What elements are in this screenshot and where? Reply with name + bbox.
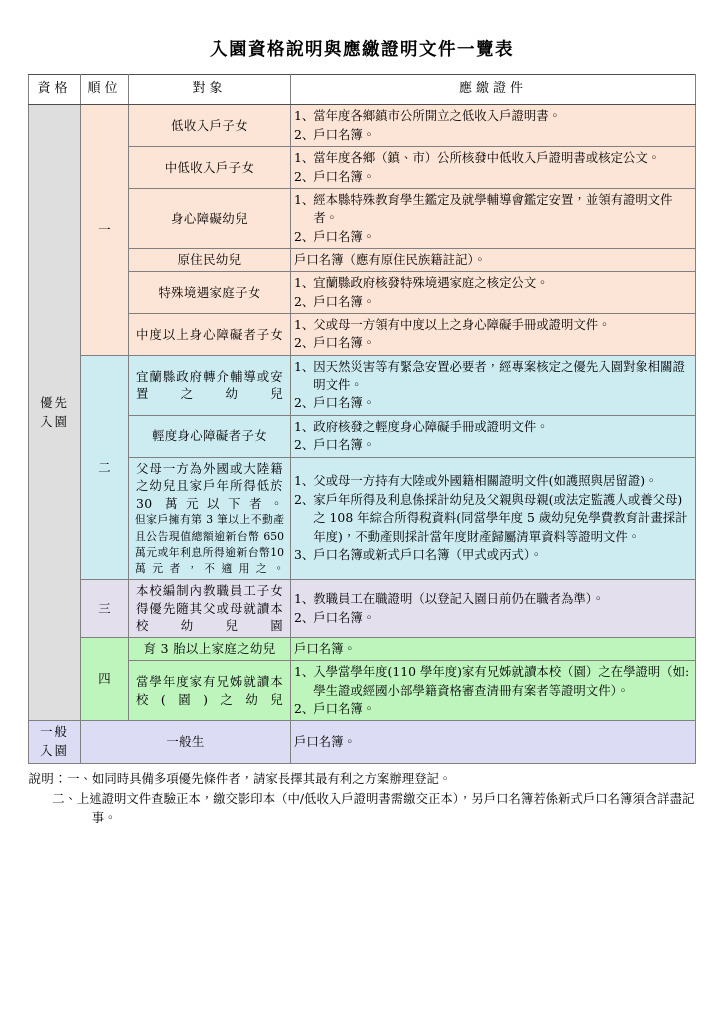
- order-three: 三: [81, 580, 129, 638]
- note-item: [29, 789, 696, 827]
- note-text: 如同時具備多項優先條件者，請家長擇其最有利之方案辦理登記。: [91, 770, 452, 786]
- documents-cell: [291, 188, 696, 248]
- document-line: 1、 宜蘭縣政府核發特殊境遇家庭之核定公文。: [294, 275, 549, 291]
- target-main-text: 父母一方為外國或大陸籍之幼兒且家戶年所得低於 30 萬元以下者。: [136, 460, 283, 511]
- order-four: 四: [81, 637, 129, 720]
- qualification-general: [29, 721, 81, 763]
- target-cell: 本校編制內教職員工子女得優先隨其父或母就讀本校幼兒園: [129, 580, 291, 638]
- table-row: [29, 637, 696, 660]
- table-header-row: [29, 75, 696, 105]
- header-target: 對象: [129, 75, 291, 105]
- table-row: [29, 721, 696, 763]
- documents-cell: [291, 147, 696, 189]
- target-cell: 中低收入戶子女: [129, 147, 291, 189]
- document-line: 2、 家戶年所得及利息係採計幼兒及父親與母親(或法定監護人或養父母)之 108 年綜合所得稅資料(同當學年度 5 歲幼兒免學費教育計畫採計年度)，不動產則採計當年度財產歸屬清單資料等證明文件。: [294, 491, 688, 544]
- document-line: 2、 戶口名簿。: [294, 395, 376, 411]
- document-line: 2、 戶口名簿。: [294, 701, 376, 717]
- target-cell: 中度以上身心障礙者子女: [129, 314, 291, 356]
- target-cell: 身心障礙幼兒: [129, 188, 291, 248]
- documents-cell: [291, 637, 696, 660]
- document-line: 1、 教職員工在職證明（以登記入園日前仍在職者為準）。: [294, 591, 605, 607]
- eligibility-table: [28, 74, 696, 764]
- table-row: [29, 272, 696, 314]
- target-note-text: 但家戶擁有第 3 筆以上不動產且公告現值總額逾新台幣 650 萬元或年利息所得逾新台幣10 萬元者，不適用之。: [135, 513, 284, 575]
- table-row: [29, 188, 696, 248]
- qualification-general-line1: 一般: [40, 724, 69, 740]
- note-number: 一、: [67, 770, 92, 786]
- notes-label: 說明：: [28, 770, 68, 786]
- target-cell: 宜蘭縣政府轉介輔導或安置之幼兒: [129, 355, 291, 415]
- target-cell: 當學年度家有兄姊就讀本校(園)之幼兒: [129, 661, 291, 721]
- documents-cell: [291, 457, 696, 580]
- page-title: 入園資格說明與應繳證明文件一覽表: [210, 40, 514, 60]
- target-cell: 低收入戶子女: [129, 105, 291, 147]
- document-line: 戶口名簿。: [294, 733, 356, 749]
- documents-cell: [291, 721, 696, 763]
- documents-cell: [291, 415, 696, 457]
- documents-cell: [291, 105, 696, 147]
- document-line: 2、 戶口名簿。: [294, 228, 376, 244]
- document-line: 3、 戶口名簿或新式戶口名簿（甲式或丙式）。: [294, 546, 543, 562]
- target-cell: 原住民幼兒: [129, 248, 291, 271]
- document-line: 2、 戶口名簿。: [294, 437, 376, 453]
- document-line: 2、 戶口名簿。: [294, 609, 376, 625]
- qualification-general-line2: 入園: [40, 743, 69, 759]
- document-line: 1、 當年度各鄉（鎮、市）公所核發中低收入戶證明書或核定公文。: [294, 150, 661, 166]
- target-cell: 特殊境遇家庭子女: [129, 272, 291, 314]
- table-row: [29, 147, 696, 189]
- footer-notes: [29, 769, 696, 828]
- table-row: [29, 314, 696, 356]
- document-line: 1、 父或母一方持有大陸或外國籍相關證明文件(如護照與居留證)。: [294, 473, 658, 489]
- table-row: [29, 415, 696, 457]
- document-line: 1、 政府核發之輕度身心障礙手冊或證明文件。: [294, 418, 549, 434]
- document-line: 1、 當年度各鄉鎮市公所開立之低收入戶證明書。: [294, 108, 562, 124]
- documents-cell: [291, 661, 696, 721]
- document-line: 2、 戶口名簿。: [294, 335, 376, 351]
- document-line: 2、 戶口名簿。: [294, 168, 376, 184]
- table-row: [29, 355, 696, 415]
- documents-cell: [291, 272, 696, 314]
- document-line: 1、 入學當學年度(110 學年度)家有兄姊就讀本校（園）之在學證明（如:學生證或經國小部學籍資格審查清冊有案者等證明文件）。: [294, 664, 690, 698]
- documents-cell: [291, 355, 696, 415]
- table-row: [29, 105, 696, 147]
- note-item: [29, 769, 696, 788]
- header-qualification: 資格: [29, 75, 81, 105]
- table-row: [29, 580, 696, 638]
- document-line: 1、 父或母一方領有中度以上之身心障礙手冊或證明文件。: [294, 317, 611, 333]
- document-line: 2、 戶口名簿。: [294, 126, 376, 142]
- table-row: [29, 457, 696, 580]
- table-row: [29, 248, 696, 271]
- documents-cell: [291, 580, 696, 638]
- order-two: 二: [81, 355, 129, 579]
- header-documents: 應繳證件: [291, 75, 696, 105]
- document-line: 戶口名簿（應有原住民族籍註記）。: [294, 251, 487, 267]
- target-cell: 輕度身心障礙者子女: [129, 415, 291, 457]
- qualification-priority-line2: 入園: [40, 413, 69, 429]
- target-cell: [129, 457, 291, 580]
- order-one: 一: [81, 105, 129, 355]
- note-number: 二、: [52, 790, 77, 806]
- note-text: 上述證明文件查驗正本，繳交影印本（中/低收入戶證明書需繳交正本），另戶口名簿若係新式戶口名簿須含詳盡記事。: [76, 790, 695, 826]
- documents-cell: [291, 314, 696, 356]
- document-line: 2、 戶口名簿。: [294, 293, 376, 309]
- qualification-priority: [29, 105, 81, 721]
- document-line: 1、 因天然災害等有緊急安置必要者，經專案核定之優先入園對象相關證明文件。: [294, 358, 685, 393]
- table-row: [29, 661, 696, 721]
- document-line: 1、 經本縣特殊教育學生鑑定及就學輔導會鑑定安置，並領有證明文件者。: [294, 191, 673, 226]
- target-cell: 一般生: [81, 721, 291, 763]
- document-line: 戶口名簿。: [294, 640, 356, 656]
- target-cell: 育 3 胎以上家庭之幼兒: [129, 637, 291, 660]
- documents-cell: [291, 248, 696, 271]
- qualification-priority-line1: 優先: [40, 395, 69, 411]
- header-order: 順位: [81, 75, 129, 105]
